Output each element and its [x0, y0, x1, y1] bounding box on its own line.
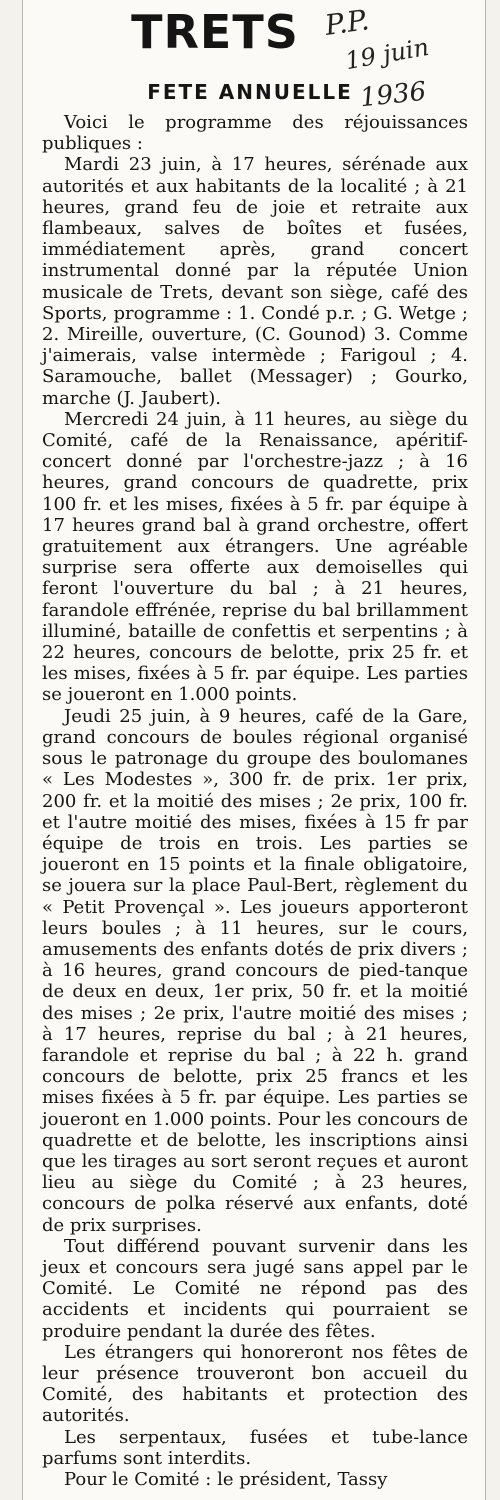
paragraph-tuesday: Mardi 23 juin, à 17 heures, sérénade aux autorités et aux habitants de la localité ; à 21 heures, grand feu de joie et retraite aux flambeaux, salves de boîtes et fusées, immédiatement après, grand concert instrumental donné par la réputée Union musicale de Trets, devant son siège, café des Sports, programme : 1. Condé p.r. ; G. Wetge ; 2. Mireille, ouverture, (C. Gounod) 3. Comme j'aimerais, valse intermède ; Farigoul ; 4. Saramouche, ballet (Messager) ; Gourko, marche (J. Jaubert).	[42, 154, 468, 409]
handwritten-date: 19 juin	[343, 32, 431, 76]
paragraph-prohibited: Les serpentaux, fusées et tube-lance parfums sont interdits.	[42, 1426, 468, 1469]
article-body	[42, 112, 468, 1490]
article-title: TRETS	[131, 5, 299, 59]
paragraph-intro: Voici le programme des réjouissances publiques :	[42, 112, 468, 155]
handwritten-reference: P.P.	[322, 3, 372, 42]
paragraph-visitors: Les étrangers qui honoreront nos fêtes de leur présence trouveront bon accueil du Comité, des habitants et protection des autorités.	[42, 1341, 468, 1427]
paragraph-wednesday: Mercredi 24 juin, à 11 heures, au siège du Comité, café de la Renaissance, apéritif-concert donné par l'orchestre-jazz ; à 16 heures, grand concours de quadrette, prix 100 fr. et les mises, fixées à 5 fr. par équipe à 17 heures grand bal à grand orchestre, offert gratuitement aux étrangers. Une agréable surprise sera offerte aux demoiselles qui feront l'ouverture du bal ; à 21 heures, farandole effrénée, reprise du bal brillamment illuminé, bataille de confettis et serpentins ; à 22 heures, concours de belotte, prix 25 fr. et les mises, fixées à 5 fr. par équipe. Les parties se joueront en 1.000 points.	[42, 408, 468, 706]
paragraph-signature: Pour le Comité : le président, Tassy	[64, 1469, 388, 1490]
paragraph-disputes: Tout différend pouvant survenir dans les jeux et concours sera jugé sans appel par le Comité. Le Comité ne répond pas des accidents et incidents qui pourraient se produire pendant la durée des fêtes.	[42, 1235, 468, 1342]
paragraph-thursday: Jeudi 25 juin, à 9 heures, café de la Gare, grand concours de boules régional organisé sous le patronage du groupe des boulomanes « Les Modestes », 300 fr. de prix. 1er prix, 200 fr. et la moitié des mises ; 2e prix, 100 fr. et l'autre moitié des mises, fixées à 15 fr par équipe de trois en trois. Les parties se joueront en 15 points et la finale obligatoire, se jouera sur la place Paul-Bert, règlement du « Petit Provençal ». Les joueurs apporteront leurs boules ; à 11 heures, sur le cours, amusements des enfants dotés de prix divers ; à 16 heures, grand concours de pied-tanque de deux en deux, 1er prix, 50 fr. et la moitié des mises ; 2e prix, l'autre moitié des mises ; à 17 heures, reprise du bal ; à 21 heures, farandole et reprise du bal ; à 22 h. grand concours de belotte, prix 25 francs et les mises fixées à 5 fr. par équipe. Les parties se joueront en 1.000 points. Pour les concours de quadrette et de belotte, les inscriptions ainsi que les tirages au sort seront reçues et auront lieu au siège du Comité ; à 23 heures, concours de polka réservé aux enfants, doté de prix surprises.	[42, 705, 468, 1236]
handwritten-year: 1936	[358, 76, 428, 114]
article-subtitle: FETE ANNUELLE	[147, 80, 353, 104]
